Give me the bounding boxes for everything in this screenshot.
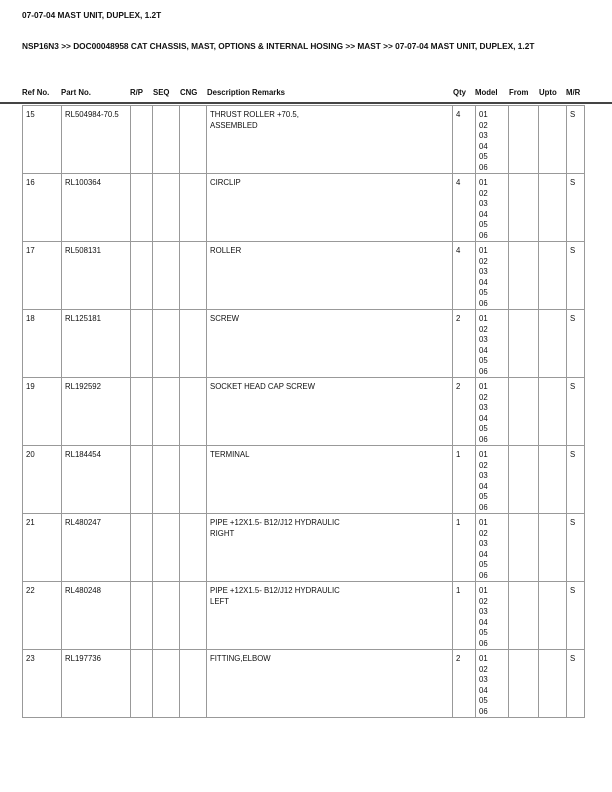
rp-cell — [131, 446, 153, 514]
mr-cell: S — [567, 174, 585, 242]
from-cell — [509, 242, 539, 310]
part-no-cell: RL100364 — [62, 174, 131, 242]
seq-cell — [153, 582, 180, 650]
upto-cell — [539, 514, 567, 582]
description-cell: ROLLER — [207, 242, 453, 310]
table-header — [0, 88, 612, 100]
model-cell: 01 02 03 04 05 06 — [476, 174, 509, 242]
description-cell: FITTING,ELBOW — [207, 650, 453, 718]
col-from: From — [509, 88, 529, 97]
model-cell: 01 02 03 04 05 06 — [476, 378, 509, 446]
description-cell: PIPE +12X1.5- B12/J12 HYDRAULIC RIGHT — [207, 514, 453, 582]
from-cell — [509, 174, 539, 242]
breadcrumb: NSP16N3 >> DOC00048958 CAT CHASSIS, MAST, OPTIONS & INTERNAL HOSING >> MAST >> 07-07-04 MAST UNIT, DUPLEX, 1.2T — [22, 41, 535, 51]
col-description: Description Remarks — [207, 88, 285, 97]
table-row — [23, 650, 585, 718]
table-row — [23, 446, 585, 514]
rp-cell — [131, 106, 153, 174]
qty-cell: 4 — [453, 174, 476, 242]
description-cell: SCREW — [207, 310, 453, 378]
description-cell: THRUST ROLLER +70.5, ASSEMBLED — [207, 106, 453, 174]
qty-cell: 1 — [453, 446, 476, 514]
rp-cell — [131, 514, 153, 582]
rp-cell — [131, 242, 153, 310]
table-row — [23, 310, 585, 378]
ref-no-cell: 23 — [23, 650, 62, 718]
col-model: Model — [475, 88, 498, 97]
qty-cell: 1 — [453, 514, 476, 582]
cng-cell — [180, 174, 207, 242]
rp-cell — [131, 174, 153, 242]
rp-cell — [131, 650, 153, 718]
qty-cell: 4 — [453, 242, 476, 310]
table-row — [23, 582, 585, 650]
ref-no-cell: 22 — [23, 582, 62, 650]
part-no-cell: RL184454 — [62, 446, 131, 514]
part-no-cell: RL192592 — [62, 378, 131, 446]
mr-cell: S — [567, 378, 585, 446]
description-cell: TERMINAL — [207, 446, 453, 514]
col-upto: Upto — [539, 88, 557, 97]
table-row — [23, 378, 585, 446]
ref-no-cell: 15 — [23, 106, 62, 174]
table-row — [23, 514, 585, 582]
col-cng: CNG — [180, 88, 198, 97]
from-cell — [509, 650, 539, 718]
model-cell: 01 02 03 04 05 06 — [476, 650, 509, 718]
qty-cell: 2 — [453, 650, 476, 718]
seq-cell — [153, 514, 180, 582]
qty-cell: 2 — [453, 378, 476, 446]
mr-cell: S — [567, 446, 585, 514]
description-cell: SOCKET HEAD CAP SCREW — [207, 378, 453, 446]
cng-cell — [180, 378, 207, 446]
ref-no-cell: 20 — [23, 446, 62, 514]
parts-table — [22, 105, 585, 718]
ref-no-cell: 19 — [23, 378, 62, 446]
col-rp: R/P — [130, 88, 143, 97]
table-row — [23, 174, 585, 242]
seq-cell — [153, 378, 180, 446]
mr-cell: S — [567, 310, 585, 378]
part-no-cell: RL508131 — [62, 242, 131, 310]
seq-cell — [153, 650, 180, 718]
from-cell — [509, 582, 539, 650]
model-cell: 01 02 03 04 05 06 — [476, 446, 509, 514]
upto-cell — [539, 242, 567, 310]
model-cell: 01 02 03 04 05 06 — [476, 514, 509, 582]
rp-cell — [131, 310, 153, 378]
seq-cell — [153, 106, 180, 174]
model-cell: 01 02 03 04 05 06 — [476, 582, 509, 650]
cng-cell — [180, 514, 207, 582]
description-cell: CIRCLIP — [207, 174, 453, 242]
qty-cell: 2 — [453, 310, 476, 378]
from-cell — [509, 106, 539, 174]
col-qty: Qty — [453, 88, 466, 97]
mr-cell: S — [567, 106, 585, 174]
part-no-cell: RL504984-70.5 — [62, 106, 131, 174]
model-cell: 01 02 03 04 05 06 — [476, 106, 509, 174]
cng-cell — [180, 650, 207, 718]
from-cell — [509, 310, 539, 378]
from-cell — [509, 446, 539, 514]
seq-cell — [153, 446, 180, 514]
part-no-cell: RL480248 — [62, 582, 131, 650]
upto-cell — [539, 106, 567, 174]
upto-cell — [539, 310, 567, 378]
rp-cell — [131, 378, 153, 446]
description-cell: PIPE +12X1.5- B12/J12 HYDRAULIC LEFT — [207, 582, 453, 650]
table-row — [23, 106, 585, 174]
from-cell — [509, 514, 539, 582]
qty-cell: 4 — [453, 106, 476, 174]
upto-cell — [539, 446, 567, 514]
cng-cell — [180, 446, 207, 514]
page-title: 07-07-04 MAST UNIT, DUPLEX, 1.2T — [22, 10, 162, 20]
col-part-no: Part No. — [61, 88, 91, 97]
part-no-cell: RL197736 — [62, 650, 131, 718]
upto-cell — [539, 378, 567, 446]
table-row — [23, 242, 585, 310]
seq-cell — [153, 310, 180, 378]
header-divider — [0, 102, 612, 104]
col-ref-no: Ref No. — [22, 88, 50, 97]
mr-cell: S — [567, 242, 585, 310]
seq-cell — [153, 174, 180, 242]
cng-cell — [180, 242, 207, 310]
upto-cell — [539, 650, 567, 718]
cng-cell — [180, 106, 207, 174]
ref-no-cell: 17 — [23, 242, 62, 310]
ref-no-cell: 16 — [23, 174, 62, 242]
part-no-cell: RL125181 — [62, 310, 131, 378]
model-cell: 01 02 03 04 05 06 — [476, 242, 509, 310]
seq-cell — [153, 242, 180, 310]
col-mr: M/R — [566, 88, 581, 97]
upto-cell — [539, 174, 567, 242]
col-seq: SEQ — [153, 88, 170, 97]
mr-cell: S — [567, 514, 585, 582]
rp-cell — [131, 582, 153, 650]
cng-cell — [180, 310, 207, 378]
ref-no-cell: 18 — [23, 310, 62, 378]
mr-cell: S — [567, 582, 585, 650]
part-no-cell: RL480247 — [62, 514, 131, 582]
model-cell: 01 02 03 04 05 06 — [476, 310, 509, 378]
mr-cell: S — [567, 650, 585, 718]
upto-cell — [539, 582, 567, 650]
qty-cell: 1 — [453, 582, 476, 650]
ref-no-cell: 21 — [23, 514, 62, 582]
from-cell — [509, 378, 539, 446]
cng-cell — [180, 582, 207, 650]
